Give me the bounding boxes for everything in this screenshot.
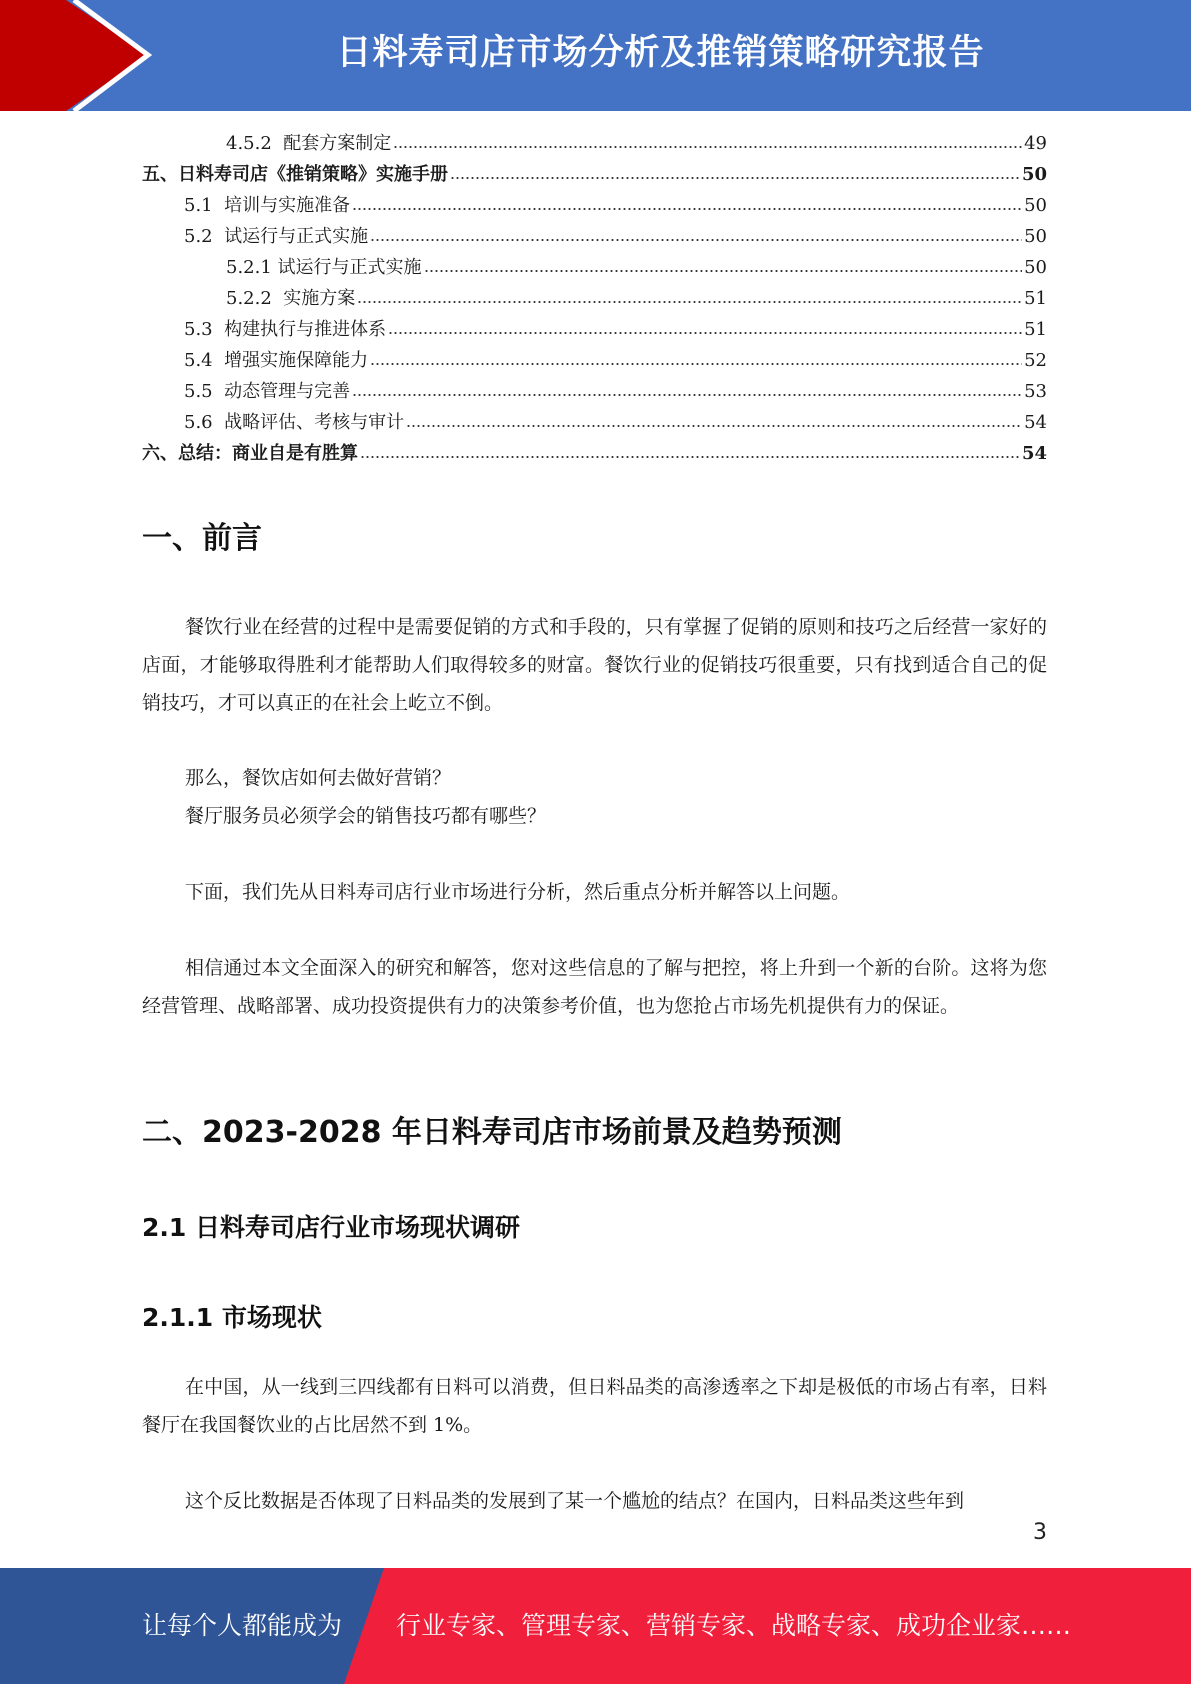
- toc-entry-label: 5.3 构建执行与推进体系: [184, 319, 387, 340]
- subsubsection-heading: 2.1.1 市场现状: [142, 1303, 322, 1332]
- toc-entry-page: 52: [1024, 350, 1047, 371]
- toc-entry-label: 5.1 培训与实施准备: [184, 195, 351, 216]
- toc-entry-page: 53: [1024, 381, 1047, 402]
- toc-entry-label: 5.2.2 实施方案: [226, 288, 356, 309]
- toc-entry-page: 51: [1024, 319, 1047, 340]
- question-line: 那么，餐饮店如何去做好营销？: [185, 767, 452, 789]
- footer-slogan-right: 行业专家、管理专家、营销专家、战略专家、成功企业家……: [396, 1611, 1072, 1640]
- toc-entry-label: 5.2 试运行与正式实施: [184, 226, 369, 247]
- subsection-heading: 2.1 日料寿司店行业市场现状调研: [142, 1213, 520, 1242]
- body-paragraph: 在中国，从一线到三四线都有日料可以消费，但日料品类的高渗透率之下却是极低的市场占有率，日料餐厅在我国餐饮业的占比居然不到 1%。: [142, 1376, 1047, 1436]
- toc-entry[interactable]: [142, 221, 1047, 252]
- toc-leader-dots: [360, 449, 1020, 459]
- toc-entry-page: 50: [1021, 164, 1047, 185]
- toc-entry[interactable]: [142, 252, 1047, 283]
- toc-leader-dots: [406, 418, 1022, 428]
- section-heading-preface: 一、前言: [142, 521, 262, 556]
- toc-entry-page: 49: [1024, 133, 1047, 154]
- toc-entry[interactable]: [142, 283, 1047, 314]
- body-paragraph: 这个反比数据是否体现了日料品类的发展到了某一个尴尬的结点？在国内，日料品类这些年到: [185, 1490, 965, 1512]
- toc-entry-label: 5.4 增强实施保障能力: [184, 350, 369, 371]
- toc-entry[interactable]: [142, 376, 1047, 407]
- toc-leader-dots: [352, 201, 1022, 211]
- toc-leader-dots: [424, 263, 1023, 273]
- toc-entry[interactable]: [142, 190, 1047, 221]
- toc-leader-dots: [388, 325, 1022, 335]
- toc-entry-page: 51: [1024, 288, 1047, 309]
- toc-entry-label: 五、日料寿司店《推销策略》实施手册: [142, 164, 448, 185]
- page-header: [0, 0, 1191, 111]
- toc-leader-dots: [370, 232, 1022, 242]
- toc-leader-dots: [352, 387, 1022, 397]
- section-heading-forecast: 二、2023-2028 年日料寿司店市场前景及趋势预测: [142, 1115, 842, 1150]
- toc-entry[interactable]: [142, 314, 1047, 345]
- toc-entry-page: 50: [1024, 195, 1047, 216]
- toc-entry-label: 4.5.2 配套方案制定: [226, 133, 392, 154]
- toc-entry-page: 54: [1021, 443, 1047, 464]
- footer-slogan-left: 让每个人都能成为: [142, 1611, 343, 1640]
- toc-entry-page: 50: [1024, 226, 1047, 247]
- toc-leader-dots: [393, 139, 1022, 149]
- toc-entry-page: 50: [1024, 257, 1047, 278]
- header-title: 日料寿司店市场分析及推销策略研究报告: [336, 33, 985, 73]
- body-paragraph: 下面，我们先从日料寿司店行业市场进行分析，然后重点分析并解答以上问题。: [185, 881, 851, 903]
- toc-entry-label: 5.5 动态管理与完善: [184, 381, 351, 402]
- page-number: 3: [1033, 1520, 1047, 1545]
- toc-entry-label: 六、总结：商业自是有胜算: [142, 443, 358, 464]
- toc-entry[interactable]: [142, 159, 1047, 190]
- toc-entry-page: 54: [1024, 412, 1047, 433]
- toc-entry-label: 5.2.1 试运行与正式实施: [226, 257, 422, 278]
- toc-entry[interactable]: [142, 128, 1047, 159]
- toc-entry[interactable]: [142, 345, 1047, 376]
- question-line: 餐厅服务员必须学会的销售技巧都有哪些？: [185, 805, 547, 827]
- toc-leader-dots: [370, 356, 1022, 366]
- toc-leader-dots: [357, 294, 1022, 304]
- toc-leader-dots: [450, 170, 1020, 180]
- table-of-contents: [142, 128, 1047, 469]
- page-footer: [0, 1568, 1191, 1684]
- body-paragraph: 相信通过本文全面深入的研究和解答，您对这些信息的了解与把控，将上升到一个新的台阶。这将为您经营管理、战略部署、成功投资提供有力的决策参考价值，也为您抢占市场先机提供有力的保证。: [142, 957, 1047, 1017]
- toc-entry-label: 5.6 战略评估、考核与审计: [184, 412, 405, 433]
- toc-entry[interactable]: [142, 407, 1047, 438]
- body-paragraph: 餐饮行业在经营的过程中是需要促销的方式和手段的，只有掌握了促销的原则和技巧之后经营一家好的店面，才能够取得胜利才能帮助人们取得较多的财富。餐饮行业的促销技巧很重要，只有找到适合自己的促销技巧，才可以真正的在社会上屹立不倒。: [142, 616, 1047, 714]
- toc-entry[interactable]: [142, 438, 1047, 469]
